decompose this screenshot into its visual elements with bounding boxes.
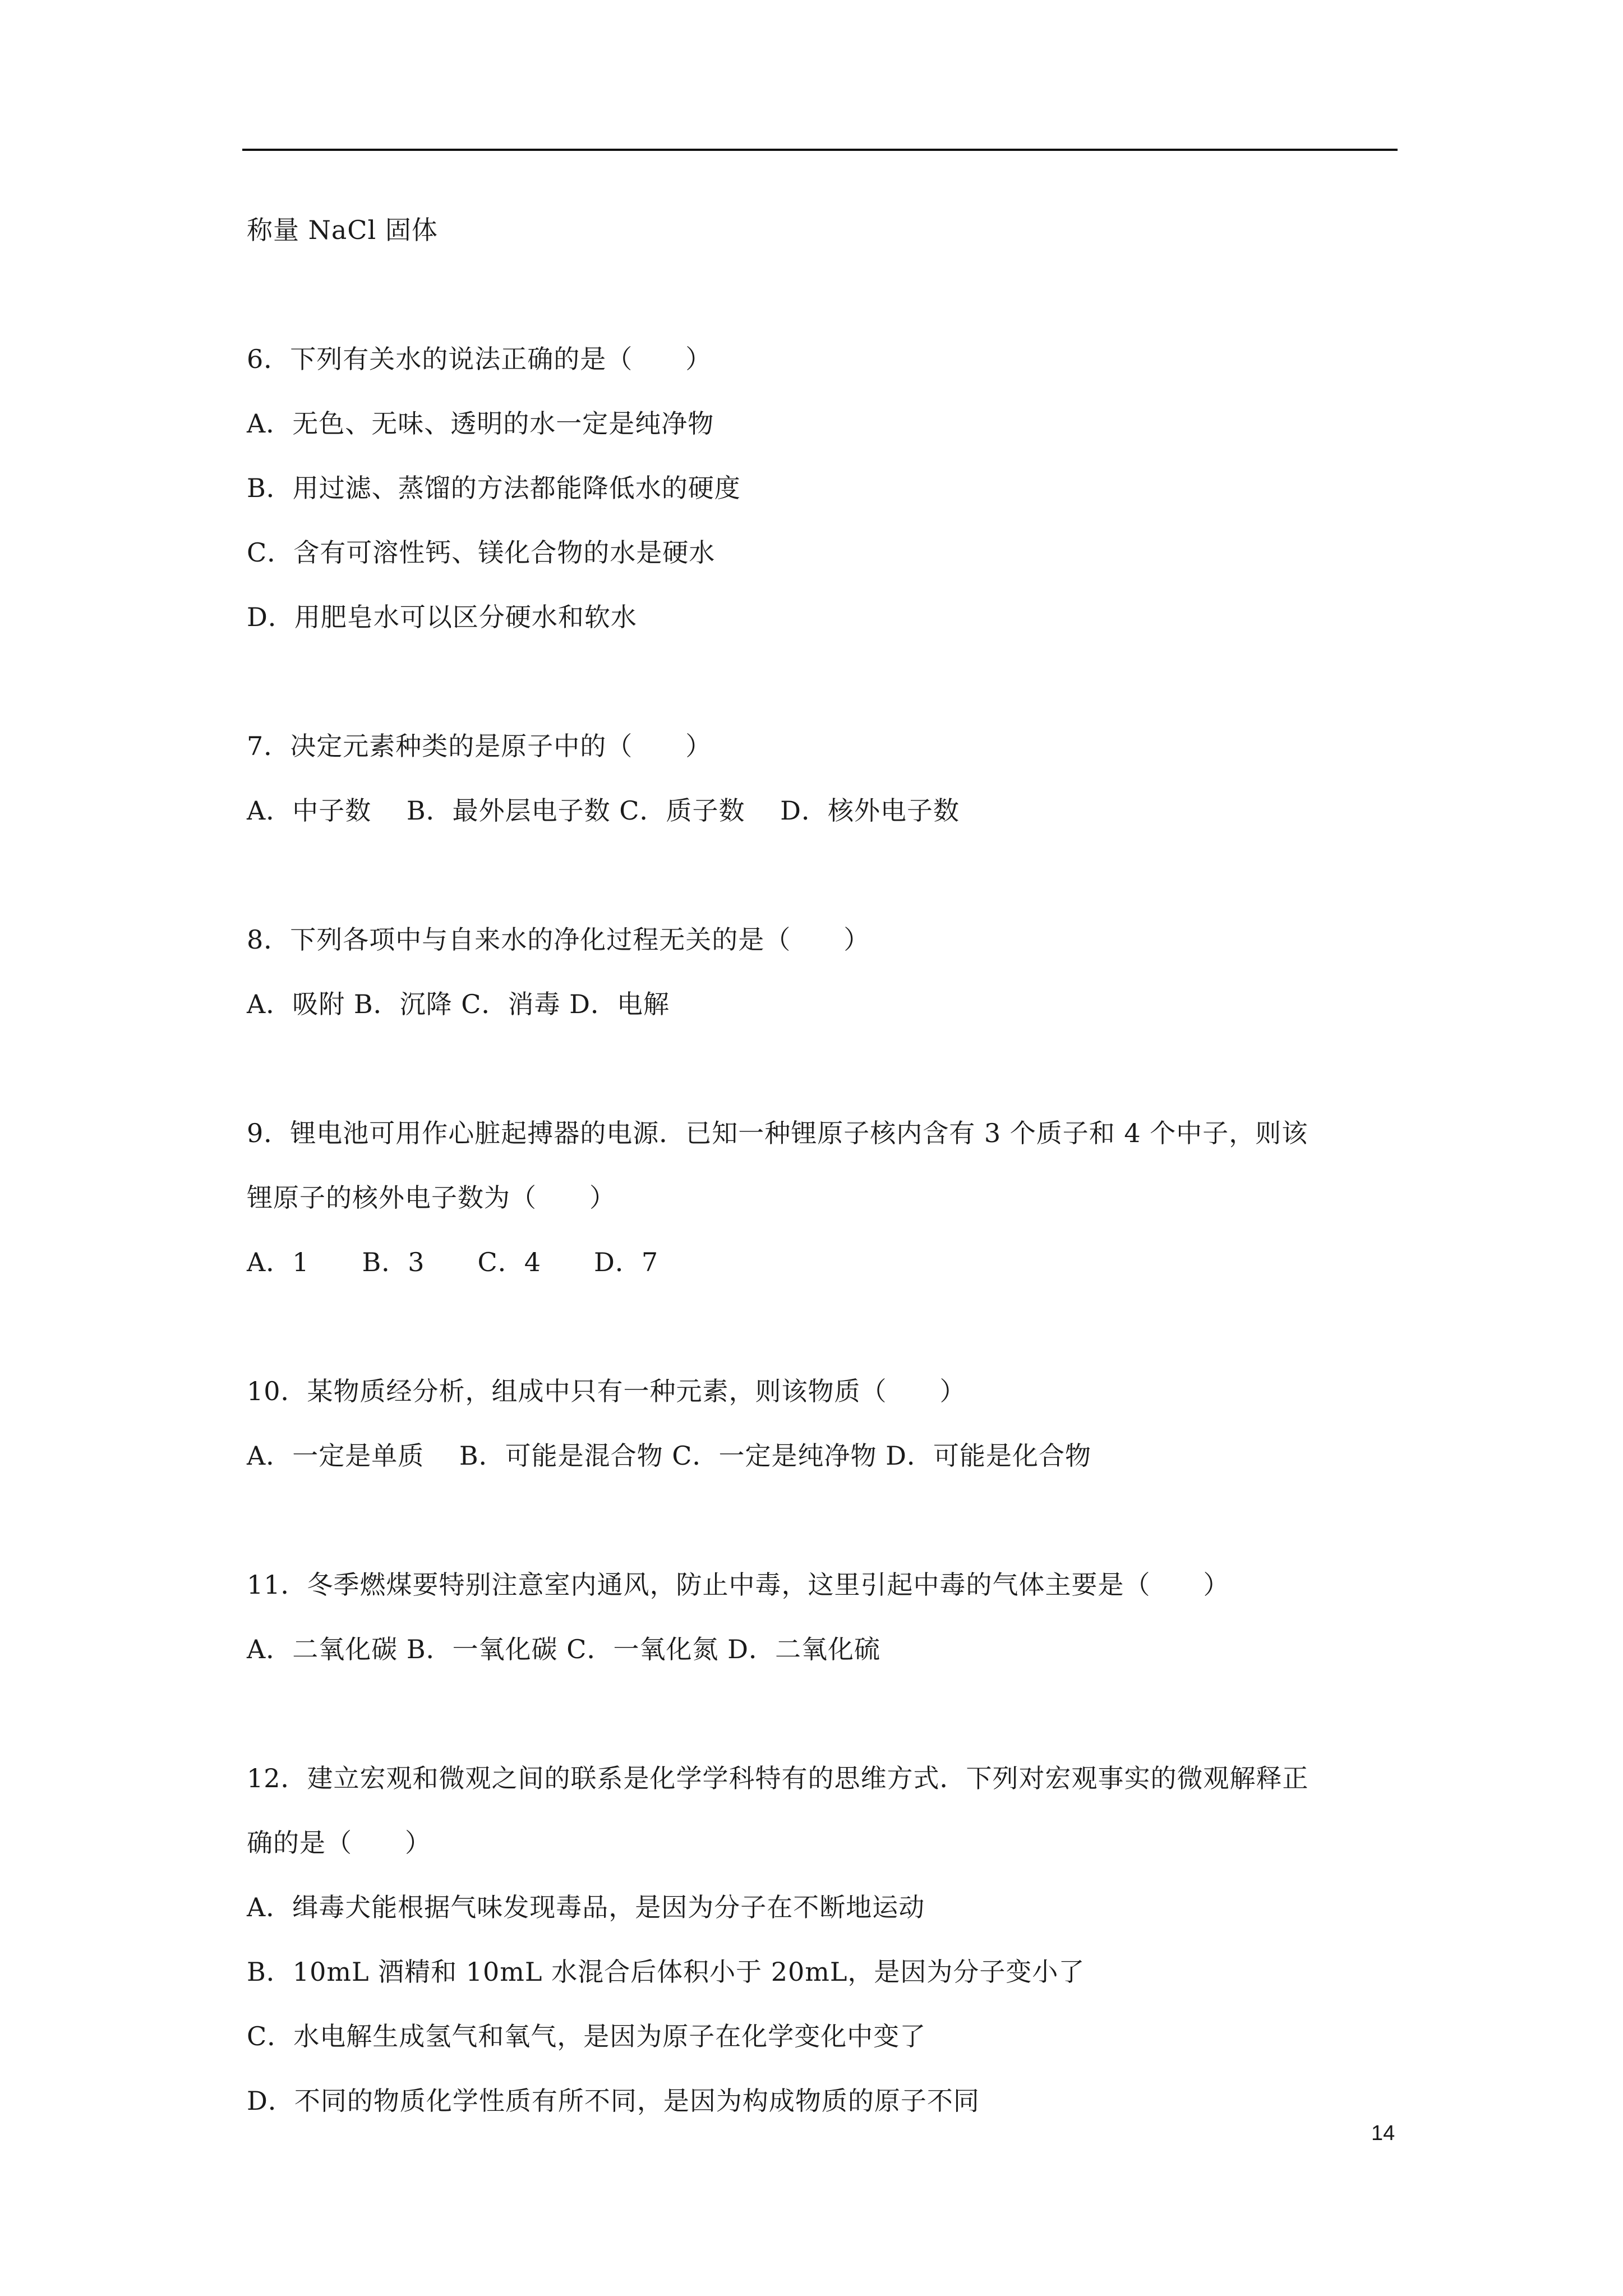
q9-stem-line2: 锂原子的核外电子数为（ ） [247, 1182, 616, 1213]
q9-stem-line1: 9．锂电池可用作心脏起搏器的电源．已知一种锂原子核内含有 3 个质子和 4 个中子，则该 [247, 1118, 1308, 1148]
q10-options: A．一定是单质 B．可能是混合物 C．一定是纯净物 D．可能是化合物 [247, 1441, 1091, 1471]
header-rule [242, 149, 1398, 151]
q6-option-d: D．用肥皂水可以区分硬水和软水 [247, 602, 637, 632]
page-number: 14 [1371, 2122, 1395, 2145]
q8-stem: 8．下列各项中与自来水的净化过程无关的是（ ） [247, 924, 870, 955]
q10-stem: 10．某物质经分析，组成中只有一种元素，则该物质（ ） [247, 1376, 966, 1406]
q7-options: A．中子数 B．最外层电子数 C．质子数 D．核外电子数 [247, 795, 960, 826]
q12-stem-line1: 12．建立宏观和微观之间的联系是化学学科特有的思维方式．下列对宏观事实的微观解释正 [247, 1763, 1309, 1793]
q12-stem-line2: 确的是（ ） [247, 1828, 431, 1858]
q6-option-b: B．用过滤、蒸馏的方法都能降低水的硬度 [247, 473, 741, 503]
q11-stem: 11．冬季燃煤要特别注意室内通风，防止中毒，这里引起中毒的气体主要是（ ） [247, 1570, 1230, 1600]
q6-option-c: C．含有可溶性钙、镁化合物的水是硬水 [247, 537, 716, 568]
q11-options: A．二氧化碳 B．一氧化碳 C．一氧化氮 D．二氧化硫 [247, 1634, 880, 1664]
q9-options: A．1 B．3 C．4 D．7 [247, 1247, 659, 1277]
q6-option-a: A．无色、无味、透明的水一定是纯净物 [247, 408, 714, 439]
q12-option-b: B．10mL 酒精和 10mL 水混合后体积小于 20mL，是因为分子变小了 [247, 1957, 1085, 1987]
carry-over-text: 称量 NaCl 固体 [247, 215, 438, 245]
q12-option-d: D．不同的物质化学性质有所不同，是因为构成物质的原子不同 [247, 2086, 980, 2116]
q12-option-c: C．水电解生成氢气和氧气，是因为原子在化学变化中变了 [247, 2021, 926, 2051]
q6-stem: 6．下列有关水的说法正确的是（ ） [247, 344, 712, 374]
q12-option-a: A．缉毒犬能根据气味发现毒品，是因为分子在不断地运动 [247, 1892, 925, 1922]
q7-stem: 7．决定元素种类的是原子中的（ ） [247, 731, 712, 761]
q8-options: A．吸附 B．沉降 C．消毒 D．电解 [247, 989, 670, 1019]
